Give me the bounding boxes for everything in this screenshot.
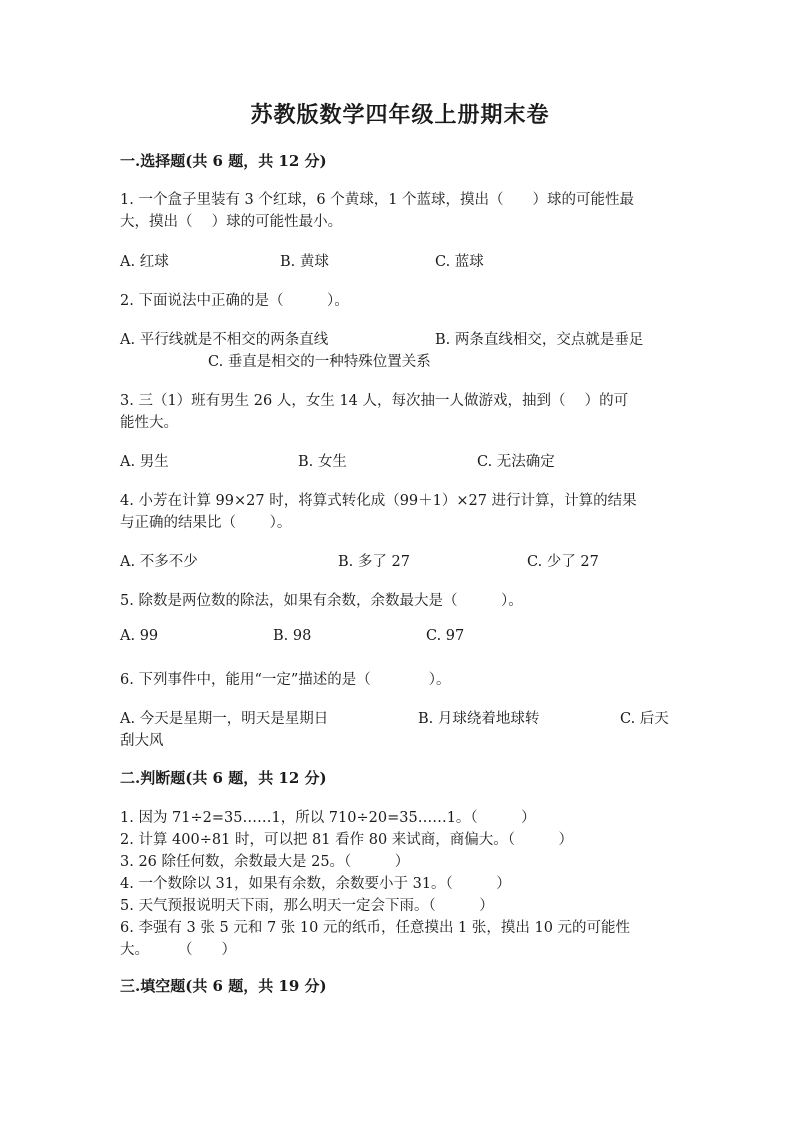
q4-line-1: 4. 小芳在计算 99×27 时，将算式转化成（99＋1）×27 进行计算，计算的结果 xyxy=(120,493,637,509)
q6-line-1: 6. 下列事件中，能用“一定”描述的是（ ）。 xyxy=(120,672,451,688)
q6-option-a: A. 今天是星期一，明天是星期日 xyxy=(120,711,329,727)
q4-option-c: C. 少了 27 xyxy=(527,554,599,570)
q5-option-c: C. 97 xyxy=(426,628,465,644)
q6-option-c-continued: 刮大风 xyxy=(120,733,164,749)
q4-option-a: A. 不多不少 xyxy=(120,554,198,570)
judge-item-3: 3. 26 除任何数，余数最大是 25。（ ） xyxy=(120,854,410,870)
q3-option-b: B. 女生 xyxy=(298,454,347,470)
q1-option-a: A. 红球 xyxy=(120,254,169,270)
section-3-heading: 三.填空题(共 6 题，共 19 分) xyxy=(120,977,327,995)
q6-option-c: C. 后天 xyxy=(620,711,669,727)
section-2-heading: 二.判断题(共 6 题，共 12 分) xyxy=(120,769,327,787)
judge-item-6-continued: 大。 （ ） xyxy=(120,942,236,958)
judge-item-6: 6. 李强有 3 张 5 元和 7 张 10 元的纸币，任意摸出 1 张，摸出 10 元的可能性 xyxy=(120,920,631,936)
q1-line-2: 大，摸出（ ）球的可能性最小。 xyxy=(120,214,343,230)
q4-line-2: 与正确的结果比（ ）。 xyxy=(120,515,292,531)
q3-option-a: A. 男生 xyxy=(120,454,169,470)
q5-line-1: 5. 除数是两位数的除法，如果有余数，余数最大是（ ）。 xyxy=(120,593,523,609)
q5-option-a: A. 99 xyxy=(120,628,159,644)
q3-line-2: 能性大。 xyxy=(120,415,178,431)
page-title: 苏教版数学四年级上册期末卷 xyxy=(250,102,550,128)
q4-option-b: B. 多了 27 xyxy=(338,554,410,570)
q5-option-b: B. 98 xyxy=(273,628,312,644)
q2-option-b: B. 两条直线相交，交点就是垂足 xyxy=(435,332,644,348)
judge-item-5: 5. 天气预报说明天下雨，那么明天一定会下雨。（ ） xyxy=(120,898,494,914)
q1-option-c: C. 蓝球 xyxy=(435,254,484,270)
q2-option-c: C. 垂直是相交的一种特殊位置关系 xyxy=(208,354,431,370)
judge-item-2: 2. 计算 400÷81 时，可以把 81 看作 80 来试商，商偏大。（ ） xyxy=(120,832,574,848)
q3-line-1: 3. 三（1）班有男生 26 人，女生 14 人，每次抽一人做游戏，抽到（ ）的可 xyxy=(120,393,629,409)
q1-line-1: 1. 一个盒子里装有 3 个红球，6 个黄球，1 个蓝球，摸出（ ）球的可能性最 xyxy=(120,192,635,208)
judge-item-4: 4. 一个数除以 31，如果有余数，余数要小于 31。（ ） xyxy=(120,876,511,892)
q3-option-c: C. 无法确定 xyxy=(477,454,555,470)
judge-item-1: 1. 因为 71÷2=35……1，所以 710÷20=35……1。（ ） xyxy=(120,810,536,826)
q6-option-b: B. 月球绕着地球转 xyxy=(418,711,540,727)
q1-option-b: B. 黄球 xyxy=(280,254,329,270)
q2-line-1: 2. 下面说法中正确的是（ ）。 xyxy=(120,293,349,309)
q2-option-a: A. 平行线就是不相交的两条直线 xyxy=(120,332,329,348)
section-1-heading: 一.选择题(共 6 题，共 12 分) xyxy=(120,152,327,170)
